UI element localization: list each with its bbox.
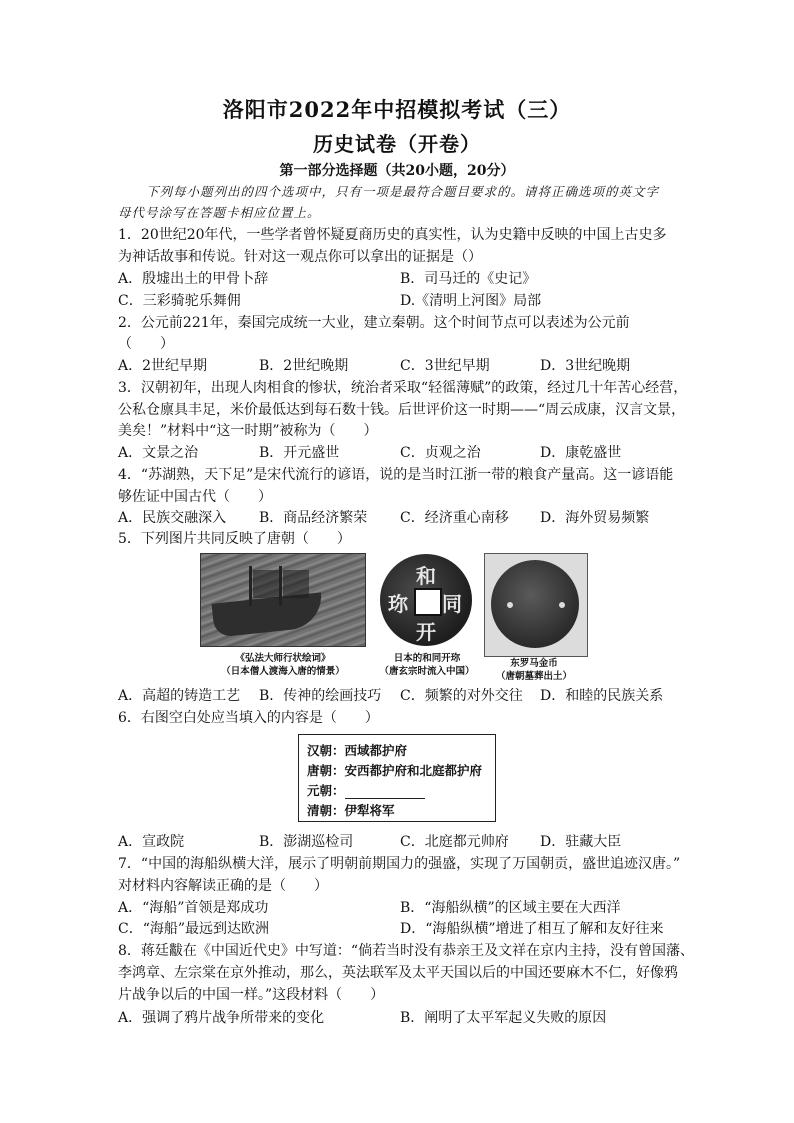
- q4-option-c: C．经济重心南移: [400, 510, 509, 526]
- q2-option-d: D．3世纪晚期: [540, 358, 631, 374]
- q6-option-b: B．澎湖巡检司: [259, 834, 354, 850]
- q7-stem-1: 7．“中国的海船纵横大洋，展示了明朝前期国力的强盛，实现了万国朝贡，盛世追迹汉唐。”: [118, 856, 681, 872]
- q3-stem-1: 3．汉朝初年，出现人肉相食的惨状，统治者采取“轻徭薄赋”的政策，经过几十年苦心经营，: [118, 380, 688, 396]
- q6-option-c: C．北庭都元帅府: [400, 834, 509, 850]
- byzantine-gold-coin-image: [484, 553, 588, 657]
- img2-caption-1: 日本的和同开珎: [393, 653, 461, 664]
- ship-hull-shape: [212, 592, 325, 637]
- ship-painting-image: [200, 553, 366, 647]
- dynasty-han: 汉朝：西域都护府: [307, 743, 408, 758]
- q3-option-a: A．文景之治: [118, 445, 199, 461]
- q2-stem-1: 2．公元前221年，秦国完成统一大业，建立秦朝。这个时间节点可以表述为公元前: [118, 315, 630, 331]
- q4-stem-1: 4．“苏湖熟，天下足”是宋代流行的谚语，说的是当时江浙一带的粮食产量高。这一谚语能: [118, 467, 674, 483]
- q4-option-d: D．海外贸易频繁: [540, 510, 650, 526]
- ship-sail-shape: [253, 570, 279, 598]
- exam-subtitle: 历史试卷（开卷）: [313, 132, 481, 156]
- dynasty-tang: 唐朝：安西都护府和北庭都护府: [307, 763, 483, 778]
- coin-hole-dot: [559, 602, 565, 608]
- q6-option-d: D．驻藏大臣: [540, 834, 622, 850]
- coin-char-top: 和: [416, 564, 436, 588]
- q1-option-d: D.《清明上河图》局部: [400, 293, 542, 309]
- q2-stem-2: （ ）: [118, 336, 174, 352]
- img2-caption-2: （唐玄宗时流入中国）: [379, 666, 475, 677]
- wadou-kaichin-coin-image: [380, 554, 472, 646]
- q7-option-b: B．“海船纵横”的区域主要在大西洋: [400, 900, 621, 916]
- q2-option-a: A．2世纪早期: [118, 358, 208, 374]
- coin-char-right: 同: [442, 592, 462, 616]
- coin-char-bottom: 开: [416, 620, 436, 644]
- img1-caption-2: （日本僧人渡海入唐的情景）: [221, 666, 345, 677]
- q8-stem-1: 8．蒋廷黻在《中国近代史》中写道：“倘若当时没有恭亲王及文祥在京内主持，没有曾国藩、: [118, 943, 695, 959]
- q6-stem-1: 6．右图空白处应当填入的内容是（ ）: [118, 710, 379, 726]
- q6-option-a: A．宣政院: [118, 834, 185, 850]
- q1-option-b: B．司马迁的《史记》: [400, 271, 537, 287]
- q7-stem-2: 对材料内容解读正确的是（ ）: [118, 878, 328, 894]
- ship-mast-shape: [249, 566, 252, 606]
- coin-hole-dot: [507, 602, 513, 608]
- q4-option-a: A．民族交融深入: [118, 510, 227, 526]
- ship-mast-shape: [279, 566, 282, 606]
- q2-option-b: B．2世纪晚期: [259, 358, 349, 374]
- q7-option-d: D．“海船纵横”增进了相互了解和友好往来: [400, 921, 664, 937]
- q4-stem-2: 够佐证中国古代（ ）: [118, 489, 272, 505]
- q2-option-c: C．3世纪早期: [400, 358, 490, 374]
- q3-option-b: B．开元盛世: [259, 445, 340, 461]
- q5-stem-1: 5．下列图片共同反映了唐朝（ ）: [118, 531, 351, 547]
- img1-caption-1: 《弘法大师行状绘词》: [235, 653, 331, 664]
- dynasty-qing: 清朝：伊犁将军: [307, 803, 395, 818]
- gold-coin-disc: [491, 560, 579, 648]
- q8-stem-2: 李鸿章、左宗棠在京外推动，那么，英法联军及太平天国以后的中国还要麻木不仁，好像鸦: [118, 965, 678, 981]
- dynasty-yuan-row: [307, 781, 425, 799]
- q3-option-c: C．贞观之治: [400, 445, 481, 461]
- q8-option-b: B．阐明了太平军起义失败的原因: [400, 1010, 607, 1026]
- img3-caption-2: （唐朝墓葬出土）: [495, 671, 572, 682]
- q3-stem-2: 公私仓廪具丰足，米价最低达到每石数十钱。后世评价这一时期——“周云成康，汉言文景，: [118, 402, 686, 418]
- dynasty-table-box: [298, 734, 496, 822]
- coin-square-hole: [414, 588, 442, 616]
- q5-option-b: B．传神的绘画技巧: [259, 688, 382, 704]
- blank-line: [345, 786, 425, 799]
- q3-stem-3: 美矣！”材料中“这一时期”被称为（ ）: [118, 423, 378, 439]
- section-heading: 第一部分选择题（共20小题，20分）: [279, 163, 515, 179]
- q8-stem-3: 片战争以后的中国一样。”这段材料（ ）: [118, 987, 385, 1003]
- q1-option-c: C．三彩骑驼乐舞佣: [118, 293, 241, 309]
- instruction-line-2: 母代号涂写在答题卡相应位置上。: [118, 205, 321, 220]
- q5-option-a: A．高超的铸造工艺: [118, 688, 241, 704]
- instruction-line-1: 下列每小题列出的四个选项中，只有一项是最符合题目要求的。请将正确选项的英文字: [146, 184, 660, 199]
- q4-option-b: B．商品经济繁荣: [259, 510, 368, 526]
- q7-option-c: C．“海船”最远到达欧洲: [118, 921, 270, 937]
- q1-stem-2: 为神话故事和传说。针对这一观点你可以拿出的证据是（）: [118, 249, 482, 265]
- q3-option-d: D．康乾盛世: [540, 445, 622, 461]
- q7-option-a: A．“海船”首领是郑成功: [118, 900, 269, 916]
- q5-option-c: C．频繁的对外交往: [400, 688, 523, 704]
- q5-option-d: D．和睦的民族关系: [540, 688, 664, 704]
- coin-char-left: 珎: [388, 592, 408, 616]
- q1-stem-1: 1．20世纪20年代，一些学者曾怀疑夏商历史的真实性，认为史籍中反映的中国上古史多: [118, 227, 667, 243]
- q8-option-a: A．强调了鸦片战争所带来的变化: [118, 1010, 325, 1026]
- ship-sail-shape: [283, 570, 309, 598]
- img3-caption-1: 东罗马金币: [510, 658, 558, 669]
- q1-option-a: A．殷墟出土的甲骨卜辞: [118, 271, 269, 287]
- dynasty-yuan: 元朝：: [307, 783, 345, 798]
- exam-title: 洛阳市2022年中招模拟考试（三）: [222, 97, 572, 122]
